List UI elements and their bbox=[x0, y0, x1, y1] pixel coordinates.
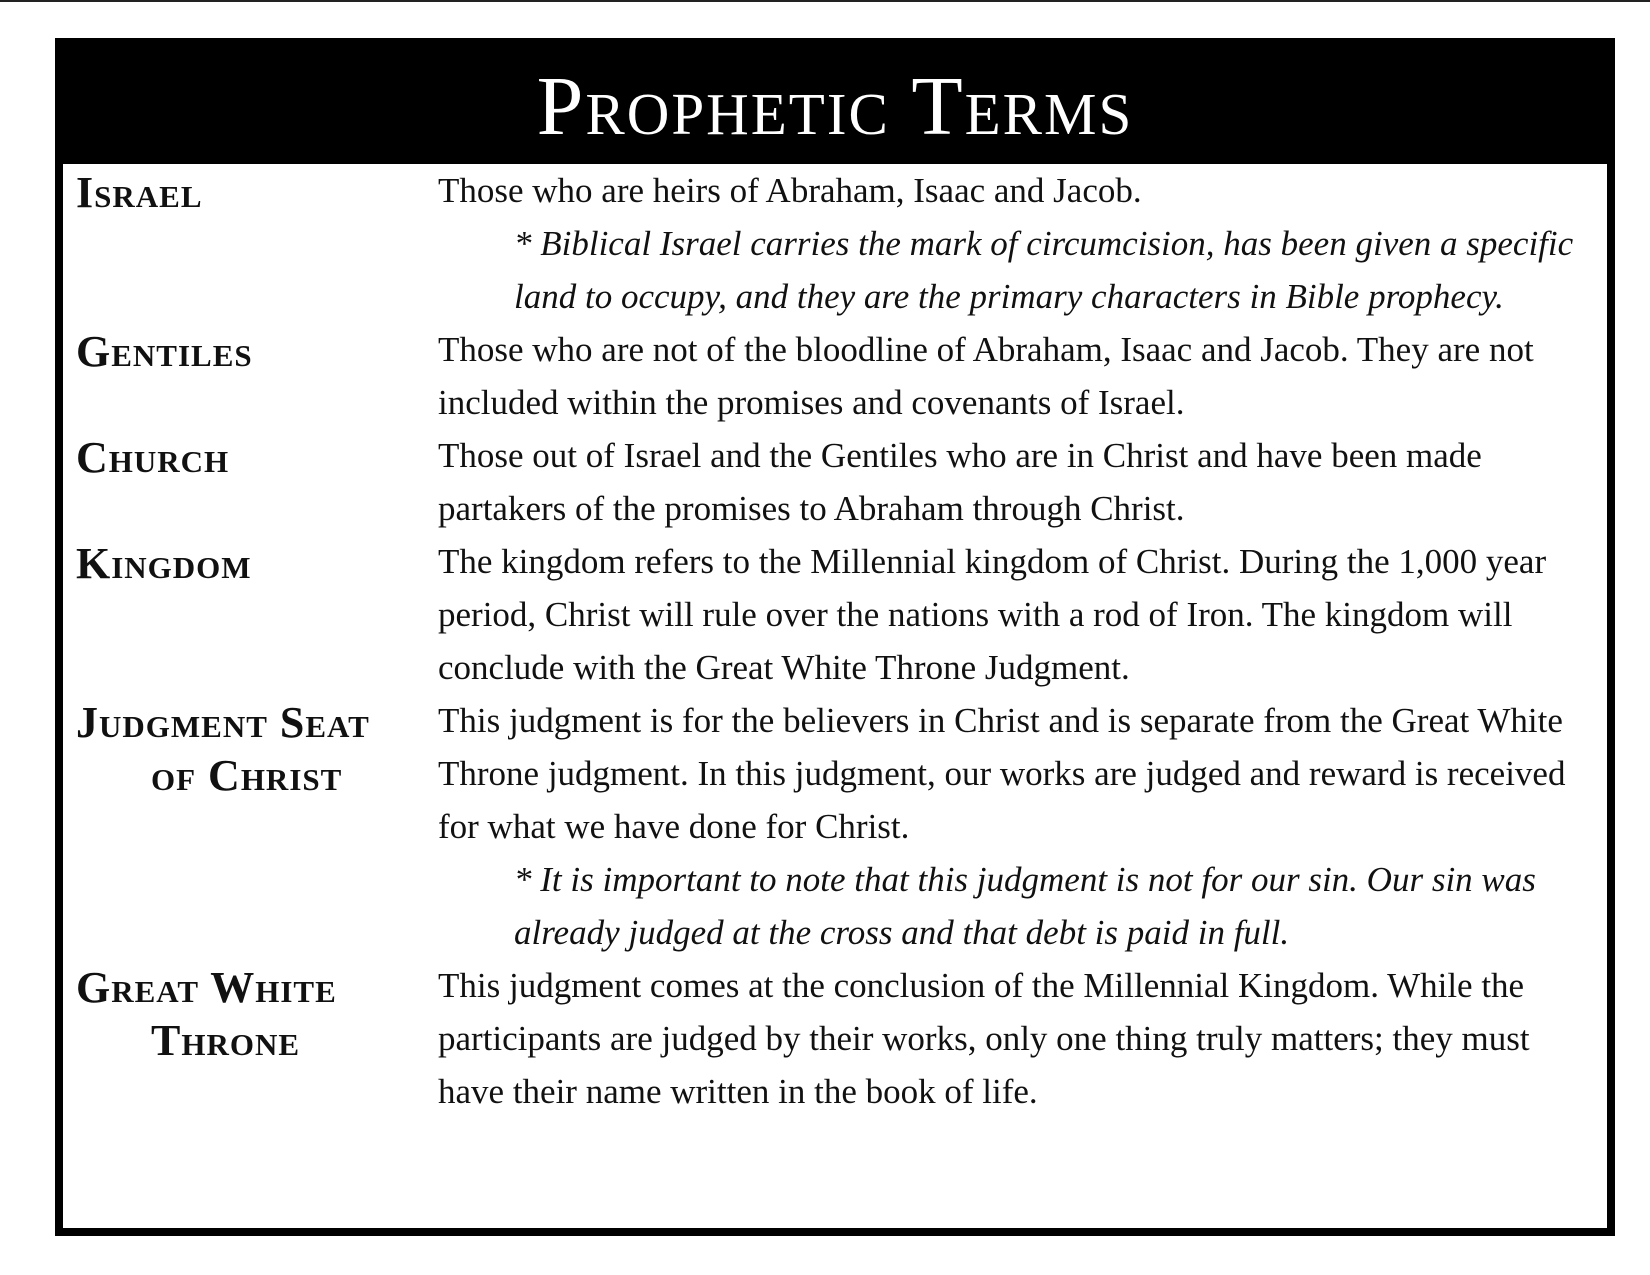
term-label bbox=[63, 959, 438, 1118]
term-name-line2: of Christ bbox=[151, 751, 343, 800]
definition-text: This judgment is for the believers in Christ and is separate from the Great White Throne judgment. In this judgment, our works are judged and reward is received for what we have done for Christ. bbox=[438, 701, 1566, 846]
term-label bbox=[63, 429, 438, 535]
definition-text: Those who are not of the bloodline of Abraham, Isaac and Jacob. They are not included within the promises and covenants of Israel. bbox=[438, 330, 1534, 422]
term-name-line2: Throne bbox=[151, 1016, 301, 1065]
definition-note: * It is important to note that this judgment is not for our sin. Our sin was already judged at the cross and that debt is paid in full. bbox=[514, 860, 1536, 952]
definition-text: Those who are heirs of Abraham, Isaac and Jacob. bbox=[438, 171, 1142, 210]
term-definition bbox=[438, 694, 1607, 959]
term-row-great-white-throne bbox=[63, 959, 1607, 1118]
page-title: Prophetic Terms bbox=[536, 60, 1134, 153]
term-name: Great White bbox=[76, 963, 337, 1012]
definition-text: Those out of Israel and the Gentiles who are in Christ and have been made partakers of the promises to Abraham through Christ. bbox=[438, 436, 1482, 528]
term-name: Gentiles bbox=[76, 327, 253, 376]
term-name: Judgment Seat bbox=[76, 698, 370, 747]
term-row-church bbox=[63, 429, 1607, 535]
prophetic-terms-card bbox=[55, 38, 1615, 1236]
term-name: Kingdom bbox=[76, 539, 252, 588]
term-label bbox=[63, 164, 438, 323]
term-definition bbox=[438, 959, 1607, 1118]
term-row-gentiles bbox=[63, 323, 1607, 429]
definition-text: The kingdom refers to the Millennial kingdom of Christ. During the 1,000 year period, Christ will rule over the nations with a rod of Iron. The kingdom will conclude with the Great White Throne Judgment. bbox=[438, 542, 1547, 687]
term-row-judgment-seat bbox=[63, 694, 1607, 959]
term-row-israel bbox=[63, 164, 1607, 323]
term-definition bbox=[438, 535, 1607, 694]
definition-text: This judgment comes at the conclusion of the Millennial Kingdom. While the participants are judged by their works, only one thing truly matters; they must have their name written in the book of life. bbox=[438, 966, 1530, 1111]
term-name: Church bbox=[76, 433, 230, 482]
terms-list bbox=[63, 164, 1607, 1118]
term-definition bbox=[438, 323, 1607, 429]
definition-note: * Biblical Israel carries the mark of circumcision, has been given a specific land to occupy, and they are the primary characters in Bible prophecy. bbox=[514, 224, 1574, 316]
title-bar bbox=[63, 46, 1607, 164]
term-label bbox=[63, 694, 438, 959]
term-label bbox=[63, 323, 438, 429]
top-rule bbox=[0, 0, 1650, 2]
term-definition bbox=[438, 429, 1607, 535]
term-label bbox=[63, 535, 438, 694]
term-definition bbox=[438, 164, 1607, 323]
term-row-kingdom bbox=[63, 535, 1607, 694]
term-name: Israel bbox=[76, 168, 203, 217]
